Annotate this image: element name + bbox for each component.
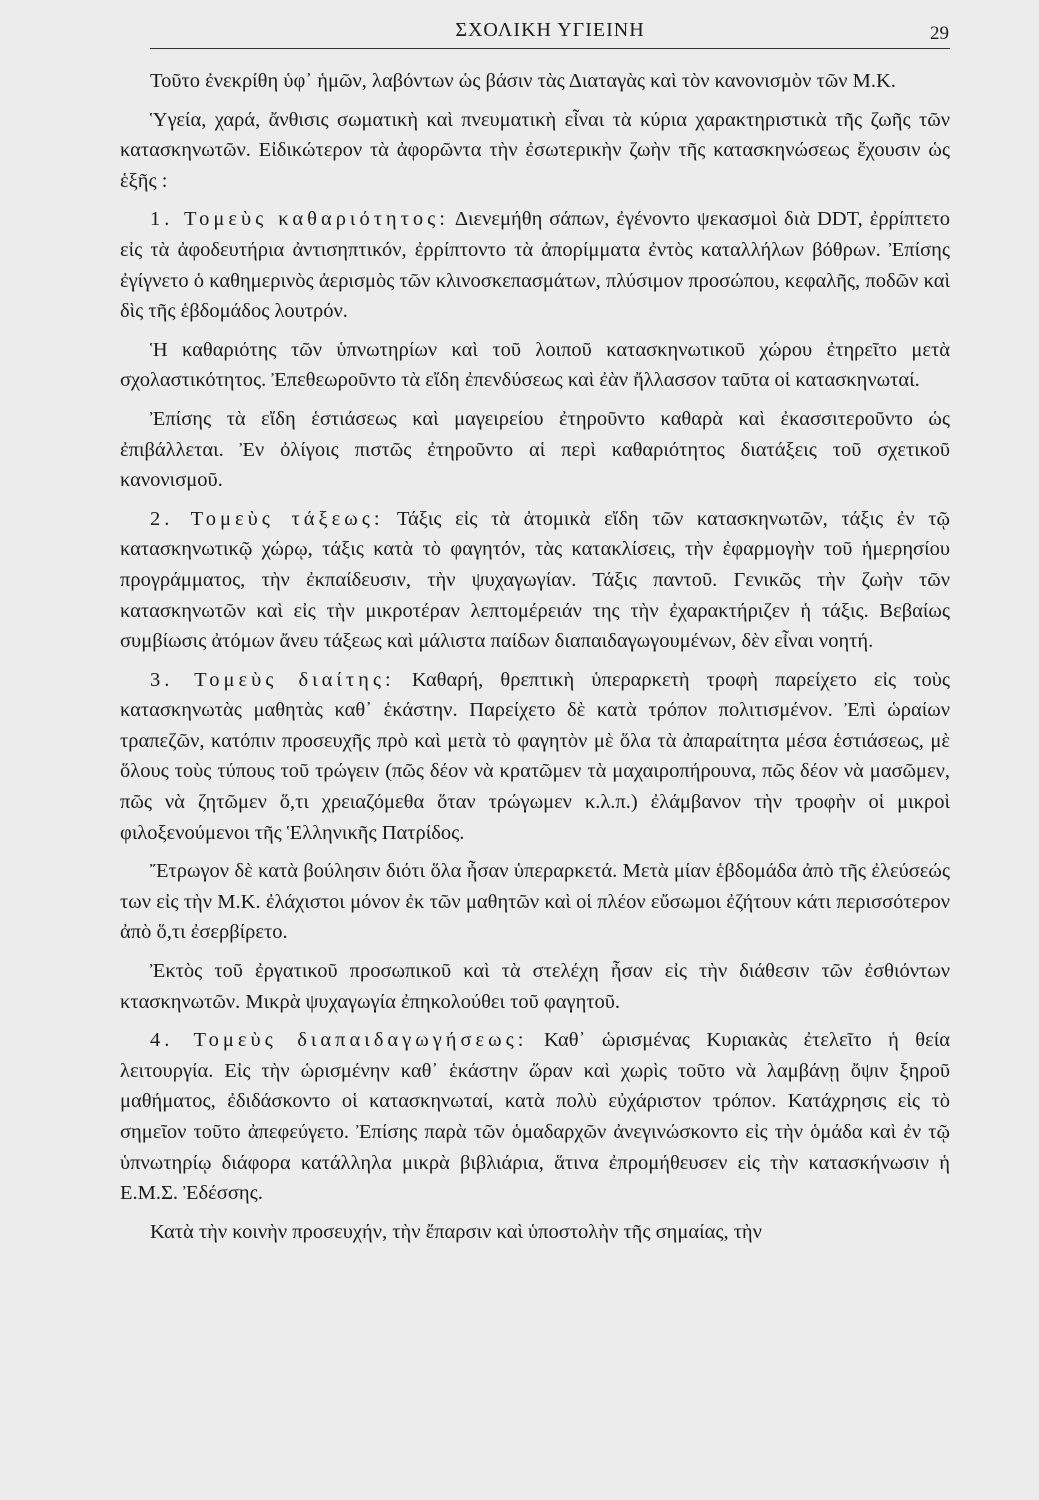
paragraph: Ἐκτὸς τοῦ ἐργατικοῦ προσωπικοῦ καὶ τὰ στελέχη ἦσαν εἰς τὴν διάθεσιν τῶν ἐσθιόντων κτασκηνωτῶν. Μικρὰ ψυχαγωγία ἐπηκολούθει τοῦ φαγητοῦ.	[120, 960, 950, 1013]
paragraph: Κατὰ τὴν κοινὴν προσευχήν, τὴν ἔπαρσιν καὶ ὑποστολὴν τῆς σημαίας, τὴν	[150, 1220, 762, 1243]
paragraph: Ἐπίσης τὰ εἴδη ἑστιάσεως καὶ μαγειρείου ἐτηροῦντο καθαρὰ καὶ ἐκασσιτεροῦντο ὡς ἐπιβάλλεται. Ἐν ὀλίγοις πιστῶς ἐτηροῦντο αἱ περὶ καθαριότητος διατάξεις τοῦ σχετικοῦ κανονισμοῦ.	[120, 407, 950, 492]
section-paragraph: 2. Τομεὺς τάξεως: Τάξις εἰς τὰ ἀτομικὰ εἴδη τῶν κατασκηνωτῶν, τάξις ἐν τῷ κατασκηνωτικῷ χώρῳ, τάξις κατὰ τὸ φαγητόν, τὰς κατακλίσεις, τὴν ἐφαρμογὴν τοῦ ἡμερησίου προγράμματος, τὴν ἐκπαίδευσιν, τὴν ψυχαγωγίαν. Τάξις παντοῦ. Γενικῶς τὴν ζωὴν τῶν κατασκηνωτῶν καὶ εἰς τὴν μικροτέραν λεπτομέρειάν της τὴν ἐχαρακτήριζεν ἡ τάξις. Βεβαίως συμβίωσις ἀτόμων ἄνευ τάξεως καὶ μάλιστα παίδων διαπαιδαγωγουμένων, δὲν εἶναι νοητή.	[120, 507, 951, 653]
header-rule	[150, 48, 950, 49]
body-text	[120, 66, 950, 1255]
page-number: 29	[930, 23, 949, 44]
paragraph: Ἔτρωγον δὲ κατὰ βούλησιν διότι ὅλα ἦσαν ὑπεραρκετά. Μετὰ μίαν ἑβδομάδα ἀπὸ τῆς ἐλεύσεώς των εἰς τὴν Μ.Κ. ἐλάχιστοι μόνον ἐκ τῶν μαθητῶν καὶ οἱ πλέον εὔσωμοι ἐζήτουν κάτι περισσότερον ἀπὸ ὅ,τι ἐσερβίρετο.	[120, 860, 950, 944]
section-heading: 3. Τομεὺς διαίτης:	[150, 668, 395, 691]
paragraph: Τοῦτο ἐνεκρίθη ὑφ᾽ ἡμῶν, λαβόντων ὡς βάσιν τὰς Διαταγὰς καὶ τὸν κανονισμὸν τῶν Μ.Κ.	[150, 70, 896, 92]
paragraph: Ἡ καθαριότης τῶν ὑπνωτηρίων καὶ τοῦ λοιποῦ κατασκηνωτικοῦ χώρου ἐτηρεῖτο μετὰ σχολαστικότητος. Ἐπεθεωροῦντο τὰ εἴδη ἐπενδύσεως καὶ ἐὰν ἤλλασσον ταῦτα οἱ κατασκηνωταί.	[120, 338, 950, 392]
section-paragraph: 3. Τομεὺς διαίτης: Καθαρή, θρεπτικὴ ὑπεραρκετὴ τροφὴ παρείχετο εἰς τοὺς κατασκηνωτὰς μαθητὰς καθ᾽ ἑκάστην. Παρείχετο δὲ κατὰ τρόπον πολιτισμένον. Ἐπὶ ὡραίων τραπεζῶν, κατόπιν προσευχῆς πρὸ καὶ μετὰ τὸ φαγητὸν μὲ ὅλα τὰ ἀπαραίτητα μέσα ἑστιάσεως, μὲ ὅλους τοὺς τύπους τοῦ τρώγειν (πῶς δέον νὰ κρατῶμεν τὰ μαχαιροπήρουνα, πῶς δέον νὰ μασῶμεν, πῶς νὰ ζητῶμεν ὅ,τι χρειαζόμεθα ὅταν τρώγωμεν κ.λ.π.) ἐλάμβανον τὴν τροφὴν οἱ μικροὶ φιλοξενούμενοι τῆς Ἑλληνικῆς Πατρίδος.	[120, 668, 950, 844]
running-head-title: ΣΧΟΛΙΚΗ ΥΓΙΕΙΝΗ	[455, 19, 645, 41]
section-heading: 2. Τομεὺς τάξεως:	[150, 507, 384, 530]
section-heading: 4. Τομεὺς διαπαιδαγωγήσεως:	[150, 1029, 528, 1052]
section-paragraph: 1. Τομεὺς καθαριότητος: Διενεμήθη σάπων, ἐγένοντο ψεκασμοὶ διὰ DDT, ἐρρίπτετο εἰς τὰ ἀφοδευτήρια ἀντισηπτικόν, ἐρρίπτοντο τὰ ἀπορίμματα ἐντὸς καταλλήλων βόθρων. Ἐπίσης ἐγίγνετο ὁ καθημερινὸς ἀερισμὸς τῶν κλινοσκεπασμάτων, πλύσιμον προσώπου, κεφαλῆς, ποδῶν καὶ δὶς τῆς ἑβδομάδος λουτρόν.	[120, 208, 950, 323]
paragraph: Ὑγεία, χαρά, ἄνθισις σωματικὴ καὶ πνευματικὴ εἶναι τὰ κύρια χαρακτηριστικὰ τῆς ζωῆς τῶν κατασκηνωτῶν. Εἰδικώτερον τὰ ἀφορῶντα τὴν ἐσωτερικὴν ζωὴν τῆς κατασκηνώσεως ἔχουσιν ὡς ἑξῆς :	[120, 108, 950, 192]
section-paragraph: 4. Τομεὺς διαπαιδαγωγήσεως: Καθ᾽ ὡρισμένας Κυριακὰς ἐτελεῖτο ἡ θεία λειτουργία. Εἰς τὴν ὡρισμένην καθ᾽ ἑκάστην ὥραν καὶ χωρὶς τοῦτο νὰ λαμβάνῃ ὄψιν ξηροῦ μαθήματος, ἐδιδάσκοντο οἱ κατασκηνωταί, κατὰ πολὺ εὐχάριστον τρόπον. Κατάχρησις εἰς τὸ σημεῖον τοῦτο ἀπεφεύγετο. Ἐπίσης παρὰ τῶν ὁμαδαρχῶν ἀνεγινώσκοντο εἰς τὴν ὁμάδα καὶ ἐν τῷ ὑπνωτηρίῳ διάφορα κατάλληλα μικρὰ βιβλιάρια, ἅτινα ἐπρομήθευσεν εἰς τὴν κατασκήνωσιν ἡ Ε.Μ.Σ. Ἐδέσσης.	[120, 1029, 950, 1205]
section-heading: 1. Τομεὺς καθαριότητος:	[150, 208, 449, 231]
